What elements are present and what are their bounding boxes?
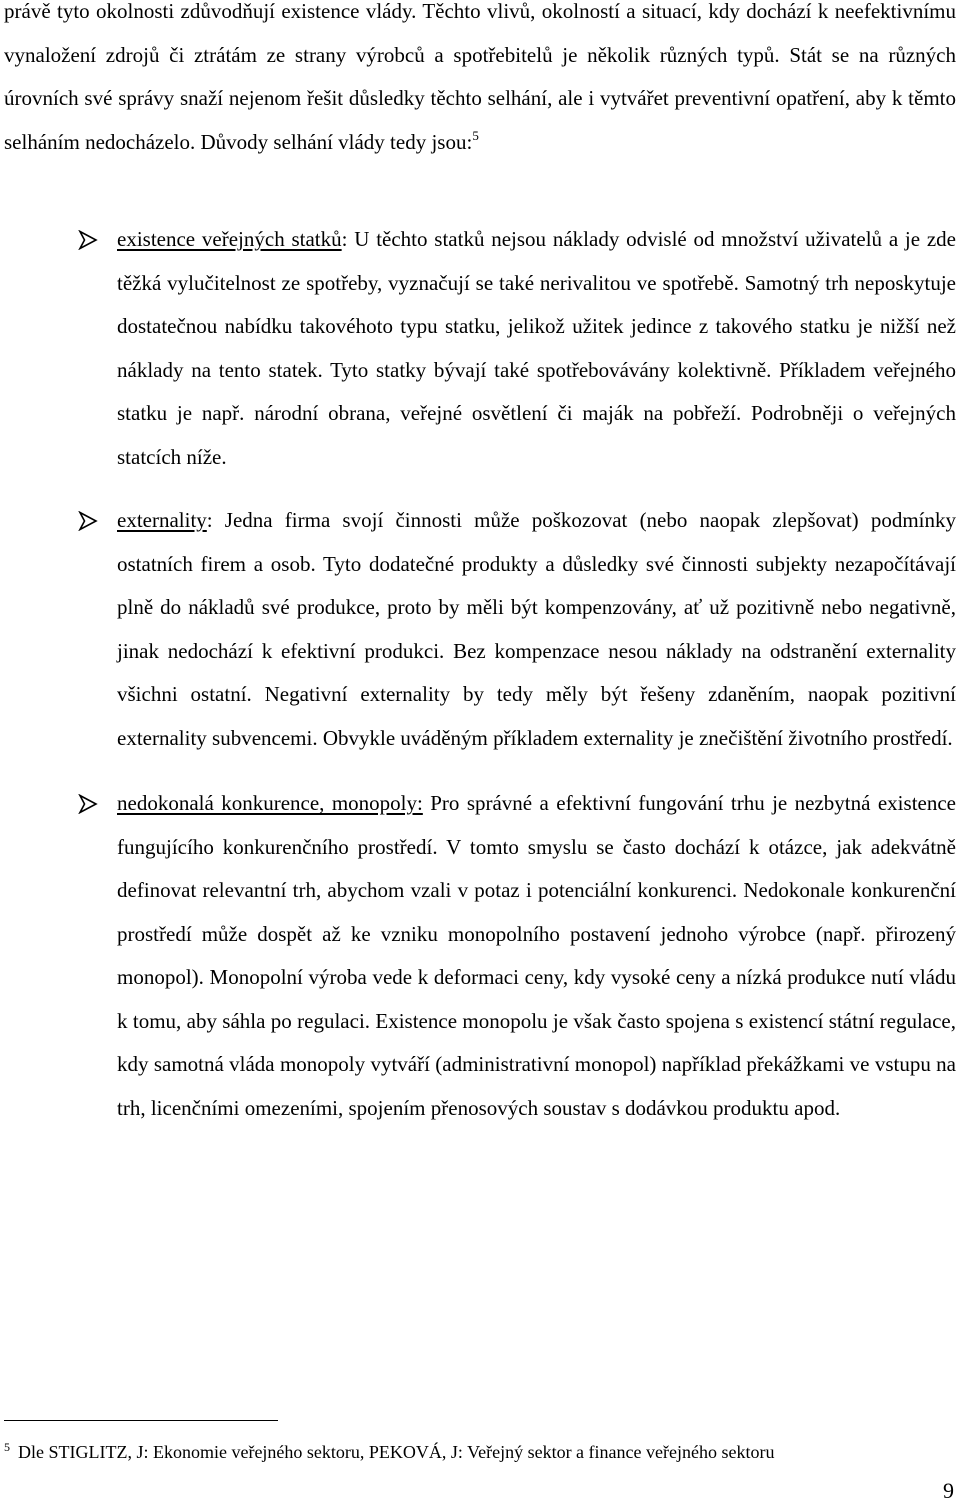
footnote-reference[interactable]: 5 <box>472 127 479 143</box>
list-item-text <box>117 782 956 1130</box>
footnote-divider <box>4 1420 278 1421</box>
list-item-term: nedokonalá konkurence, monopoly: <box>117 791 423 815</box>
list-item-term: externality <box>117 508 207 532</box>
list-item-body: Pro správné a efektivní fungování trhu je nezbytná existence fungujícího konkurenčního prostředí. V tomto smyslu se často dochází k otázce, jak adekvátně definovat relevantní trh, abychom vzali v potaz i potenciální konkurenci. Nedokonale konkurenční prostředí může dospět až ke vzniku monopolního postavení jednoho výrobce (např. přirozený monopol). Monopolní výroba vede k deformaci ceny, kdy vysoké ceny a nízká produkce nutí vládu k tomu, aby sáhla po regulaci. Existence monopolu je však často spojena s existencí státní regulace, kdy samotná vláda monopoly vytváří (administrativní monopol) například překážkami ve vstupu na trh, licenčními omezeními, spojením přenosových soustav s dodávkou produktu apod. <box>117 791 956 1120</box>
intro-paragraph <box>4 0 956 164</box>
list-item-body: Jedna firma svojí činnosti může poškozovat (nebo naopak zlepšovat) podmínky ostatních firem a osob. Tyto dodatečné produkty a důsledky své činnosti subjekty nezapočítávají plně do nákladů své produkce, proto by měli být kompenzovány, ať už pozitivně nebo negativně, jinak nedochází k efektivní produkci. Bez kompenzace nesou náklady na odstranění externality všichni ostatní. Negativní externality by tedy měly být řešeny zdaněním, naopak pozitivní externality subvencemi. Obvykle uváděným příkladem externality je znečištění životního prostředí. <box>117 508 956 750</box>
list-item <box>0 218 960 479</box>
list-item-body: U těchto statků nejsou náklady odvislé od množství uživatelů a je zde těžká vylučitelnost ze spotřeby, vyznačují se také nerivalitou ve spotřebě. Samotný trh neposkytuje dostatečnou nabídku takovéhoto typu statku, jelikož užitek jedince z takového statku je nižší než náklady na tento statek. Tyto statky bývají také spotřebovávány kolektivně. Příkladem veřejného statku je např. národní obrana, veřejné osvětlení či maják na pobřeží. Podrobněji o veřejných statcích níže. <box>117 227 957 469</box>
arrowhead-bullet-icon <box>78 230 98 250</box>
footnote-text: Dle STIGLITZ, J: Ekonomie veřejného sektoru, PEKOVÁ, J: Veřejný sektor a finance veřejného sektoru <box>18 1442 775 1462</box>
list-item-separator: : <box>206 508 213 532</box>
list-item <box>0 782 960 1130</box>
intro-text: právě tyto okolnosti zdůvodňují existence vlády. Těchto vlivů, okolností a situací, kdy dochází k neefektivnímu vynaložení zdrojů či ztrátám ze strany výrobců a spotřebitelů je několik různých typů. Stát se na různých úrovních své správy snaží nejenom řešit důsledky těchto selhání, ale i vytvářet preventivní opatření, aby k těmto selháním nedocházelo. Důvody selhání vlády tedy jsou: <box>4 0 956 154</box>
arrowhead-bullet-icon <box>78 794 98 814</box>
list-item-text <box>117 499 956 760</box>
list-item-separator: : <box>341 227 348 251</box>
list-item-text <box>117 218 956 479</box>
footnote <box>4 1440 956 1464</box>
list-item-term: existence veřejných statků <box>117 227 342 251</box>
arrowhead-bullet-icon <box>78 511 98 531</box>
failure-reasons-list <box>0 218 960 1130</box>
list-item <box>0 499 960 760</box>
footnote-number: 5 <box>4 1440 10 1454</box>
page-number: 9 <box>943 1478 954 1503</box>
